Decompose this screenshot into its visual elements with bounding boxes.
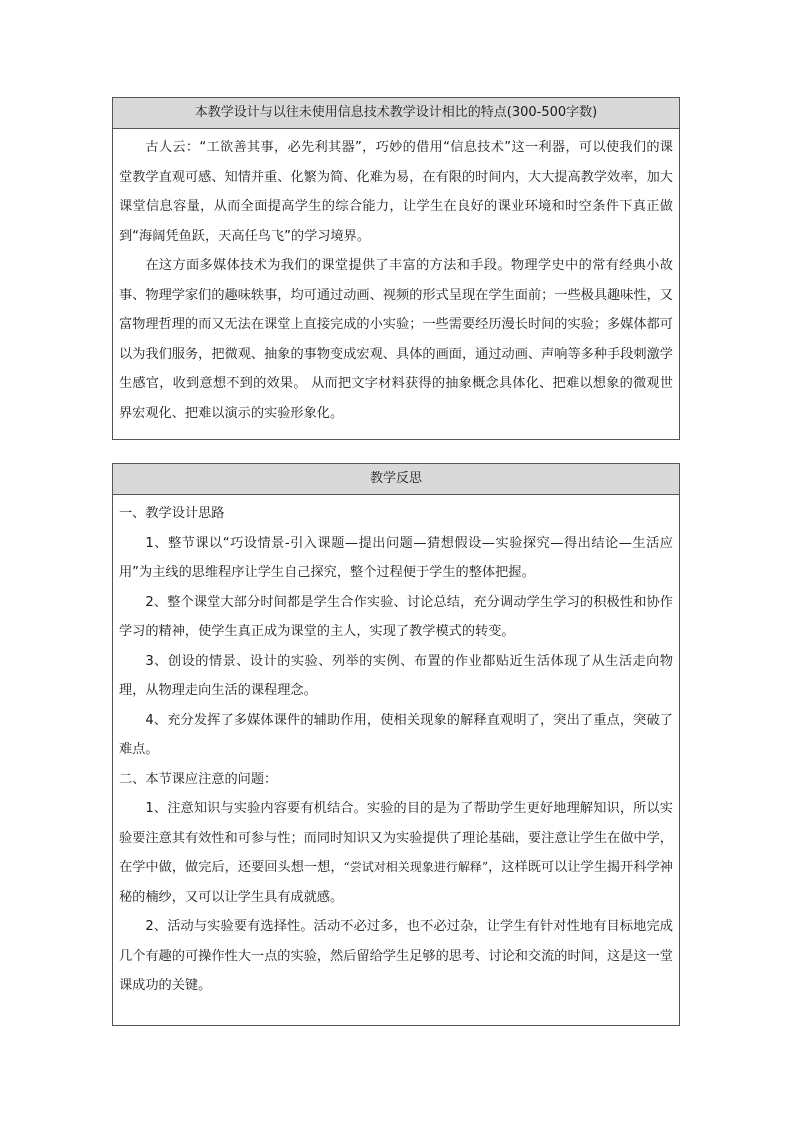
reflection-heading-1: 一、教学设计思路 bbox=[119, 506, 225, 521]
reflection-item-2-1-text-b: ，这样既可以让学生揭开科学神秘的楠纱，又可以让学生具有成就感。 bbox=[119, 860, 673, 905]
reflection-table bbox=[112, 463, 680, 1026]
features-paragraph-1: 古人云：“工欲善其事，必先利其器”，巧妙的借用“信息技术”这一利器，可以使我们的课堂教学直观可感、知情并重、化繁为简、化难为易，在有限的时间内，大大提高教学效率，加大课堂信息容量，从而全面提高学生的综合能力，让学生在良好的课业环境和时空条件下真正做到“海阔凭鱼跃，天高任鸟飞”的学习境界。 bbox=[119, 140, 673, 244]
features-table bbox=[112, 97, 680, 440]
features-table-title: 本教学设计与以往未使用信息技术教学设计相比的特点(300-500字数) bbox=[113, 98, 679, 129]
reflection-item-1-1: 1、整节课以“巧设情景-引入课题—提出问题—猜想假设—实验探究—得出结论—生活应用”为主线的思维程序让学生自己探究，整个过程便于学生的整体把握。 bbox=[119, 535, 673, 580]
reflection-item-2-2: 2、活动与实验要有选择性。活动不必过多，也不必过杂，让学生有针对性地有目标地完成几个有趣的可操作性大一点的实验，然后留给学生足够的思考、讨论和交流的时间，这是这一堂课成功的关键。 bbox=[119, 919, 673, 993]
reflection-table-title: 教学反思 bbox=[113, 464, 679, 495]
reflection-heading-2: 二、本节课应注意的问题： bbox=[119, 771, 278, 787]
features-paragraph-2: 在这方面多媒体技术为我们的课堂提供了丰富的方法和手段。物理学史中的常有经典小故事、物理学家们的趣味轶事，均可通过动画、视频的形式呈现在学生面前；一些极具趣味性，又富物理哲理的而又无法在课堂上直接完成的小实验；一些需要经历漫长时间的实验；多媒体都可以为我们服务，把微观、抽象的事物变成宏观、具体的画面，通过动画、声响等多种手段刺激学生感官，收到意想不到的效果。 从而把文字材料获得的抽象概念具体化、把难以想象的微观世界宏观化、把难以演示的实验形象化。 bbox=[119, 258, 673, 421]
reflection-item-1-2: 2、整个课堂大部分时间都是学生合作实验、讨论总结，充分调动学生学习的积极性和协作学习的精神，使学生真正成为课堂的主人，实现了教学模式的转变。 bbox=[119, 594, 673, 639]
reflection-item-2-1-quote: “尝试对相关现象进行解释” bbox=[343, 860, 489, 874]
reflection-item-1-3: 3、创设的情景、设计的实验、列举的实例、布置的作业都贴近生活体现了从生活走向物理，从物理走向生活的课程理念。 bbox=[119, 653, 673, 698]
reflection-item-2-1 bbox=[119, 794, 673, 912]
reflection-item-2-1-text-a: 1、注意知识与实验内容要有机结合。实验的目的是为了帮助学生更好地理解知识，所以实验要注意其有效性和可参与性；而同时知识又为实验提供了理论基础，要注意让学生在做中学，在学中做，做完后，还要回头想一想， bbox=[119, 801, 673, 875]
features-table-body bbox=[113, 129, 679, 434]
reflection-table-body bbox=[113, 495, 679, 1007]
reflection-item-1-4: 4、充分发挥了多媒体课件的辅助作用，使相关现象的解释直观明了，突出了重点，突破了难点。 bbox=[119, 712, 673, 757]
